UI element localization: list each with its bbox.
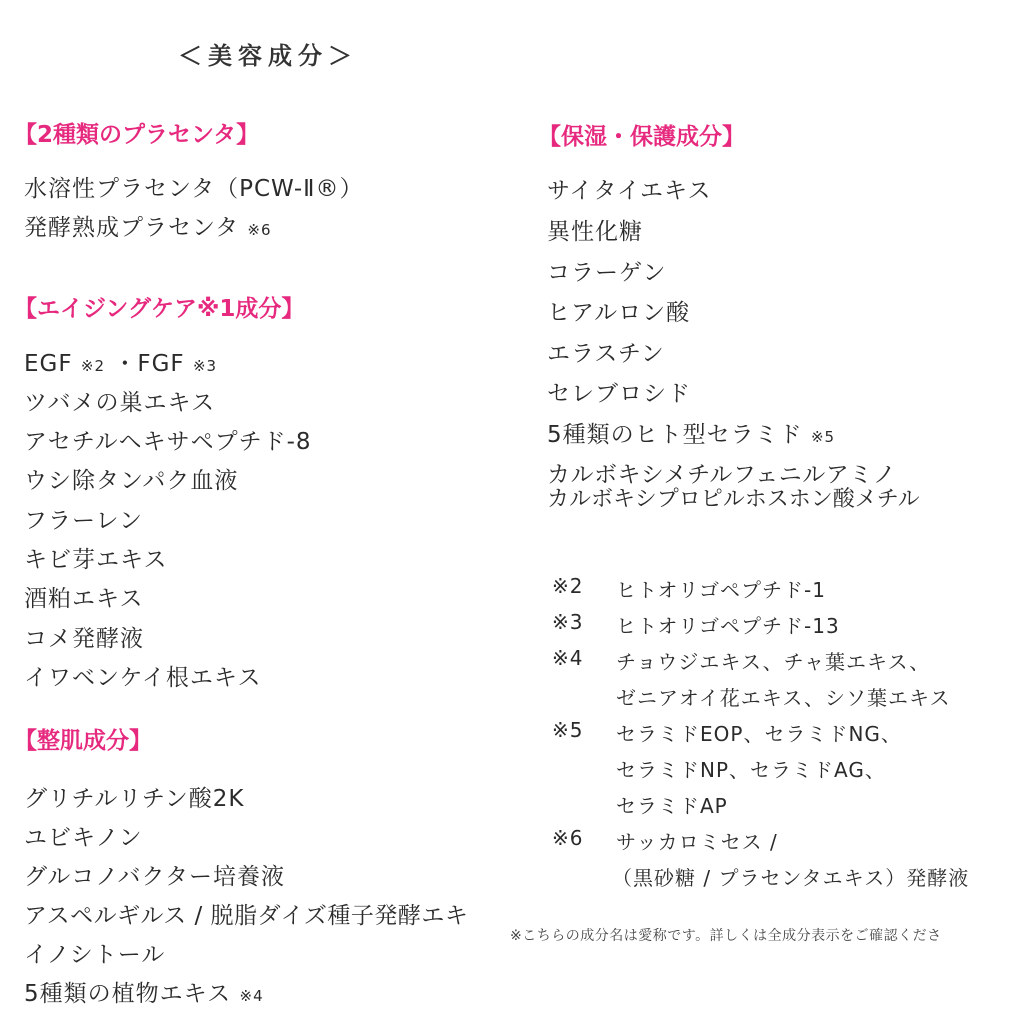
footnote-text: チョウジエキス、チャ葉エキス、 — [616, 650, 931, 674]
footnote-key: ※3 — [552, 610, 584, 634]
ingredient-item: コラーゲン — [547, 260, 667, 286]
disclaimer-text: ※こちらの成分名は愛称です。詳しくは全成分表示をご確認くださ — [510, 928, 942, 944]
ingredient-item: エラスチン — [547, 341, 665, 367]
ingredient-name: ・FGF — [113, 351, 185, 377]
ingredient-item — [24, 209, 272, 242]
section-heading-skin-conditioning: 【整肌成分】 — [14, 728, 152, 754]
ingredient-name: 発酵熟成プラセンタ — [24, 215, 240, 241]
ingredient-note-ref: ※6 — [247, 221, 272, 239]
ingredient-item: ツバメの巣エキス — [24, 390, 216, 416]
ingredient-item: 水溶性プラセンタ（PCW-Ⅱ®） — [24, 176, 364, 202]
ingredient-item — [24, 345, 217, 378]
ingredient-item: コメ発酵液 — [24, 626, 144, 652]
footnote-key: ※6 — [552, 826, 584, 850]
ingredient-item — [24, 975, 264, 1008]
ingredient-note-ref: ※2 — [80, 357, 106, 375]
footnote-text: セラミドAP — [616, 794, 728, 818]
footnote-text: （黒砂糖 / プラセンタエキス）発酵液 — [612, 866, 970, 890]
ingredient-name: EGF — [24, 351, 73, 377]
section-heading-placenta: 【2種類のプラセンタ】 — [14, 122, 260, 148]
ingredient-item: ユビキノン — [24, 825, 143, 851]
footnote-key: ※5 — [552, 718, 584, 742]
footnote-text: ヒトオリゴペプチド-13 — [616, 614, 840, 638]
footnote-key: ※4 — [552, 646, 584, 670]
footnote-text: ゼニアオイ花エキス、シソ葉エキス — [616, 686, 951, 710]
ingredient-item: ヒアルロン酸 — [547, 300, 691, 326]
ingredient-note-ref: ※3 — [192, 357, 218, 375]
ingredient-item: サイタイエキス — [547, 178, 712, 204]
ingredient-item: カルボキシメチルフェニルアミノ — [547, 462, 897, 488]
ingredient-item: グリチルリチン酸2K — [24, 786, 245, 812]
footnote-text: サッカロミセス / — [616, 830, 778, 854]
ingredient-item: イワベンケイ根エキス — [24, 665, 262, 691]
ingredient-name: 5種類のヒト型セラミド — [547, 422, 803, 448]
ingredient-item: グルコノバクター培養液 — [24, 864, 286, 890]
ingredient-note-ref: ※4 — [239, 987, 264, 1005]
ingredient-item — [547, 416, 835, 449]
ingredient-item: キビ芽エキス — [24, 547, 168, 573]
ingredient-item: 異性化糖 — [547, 219, 643, 245]
ingredient-note-ref: ※5 — [810, 428, 836, 446]
ingredient-item: セレブロシド — [547, 381, 691, 407]
footnote-text: セラミドEOP、セラミドNG、 — [616, 722, 902, 746]
footnote-key: ※2 — [552, 574, 584, 598]
ingredient-name: 5種類の植物エキス — [24, 981, 232, 1007]
section-heading-moisture-protection: 【保湿・保護成分】 — [538, 124, 745, 150]
footnote-text: セラミドNP、セラミドAG、 — [616, 758, 886, 782]
footnote-text: ヒトオリゴペプチド-1 — [616, 578, 826, 602]
ingredient-item: 酒粕エキス — [24, 586, 144, 612]
ingredient-item: カルボキシプロピルホスホン酸メチル — [547, 487, 920, 512]
ingredient-item: フラーレン — [24, 508, 143, 534]
ingredient-item: イノシトール — [24, 942, 166, 968]
ingredient-item: アスペルギルス / 脱脂ダイズ種子発酵エキ — [24, 903, 469, 929]
ingredient-item: ウシ除タンパク血液 — [24, 468, 239, 494]
ingredient-item: アセチルヘキサペプチド-8 — [24, 429, 312, 455]
page-title: ＜美容成分＞ — [178, 42, 358, 70]
section-heading-aging-care: 【エイジングケア※1成分】 — [14, 296, 305, 322]
